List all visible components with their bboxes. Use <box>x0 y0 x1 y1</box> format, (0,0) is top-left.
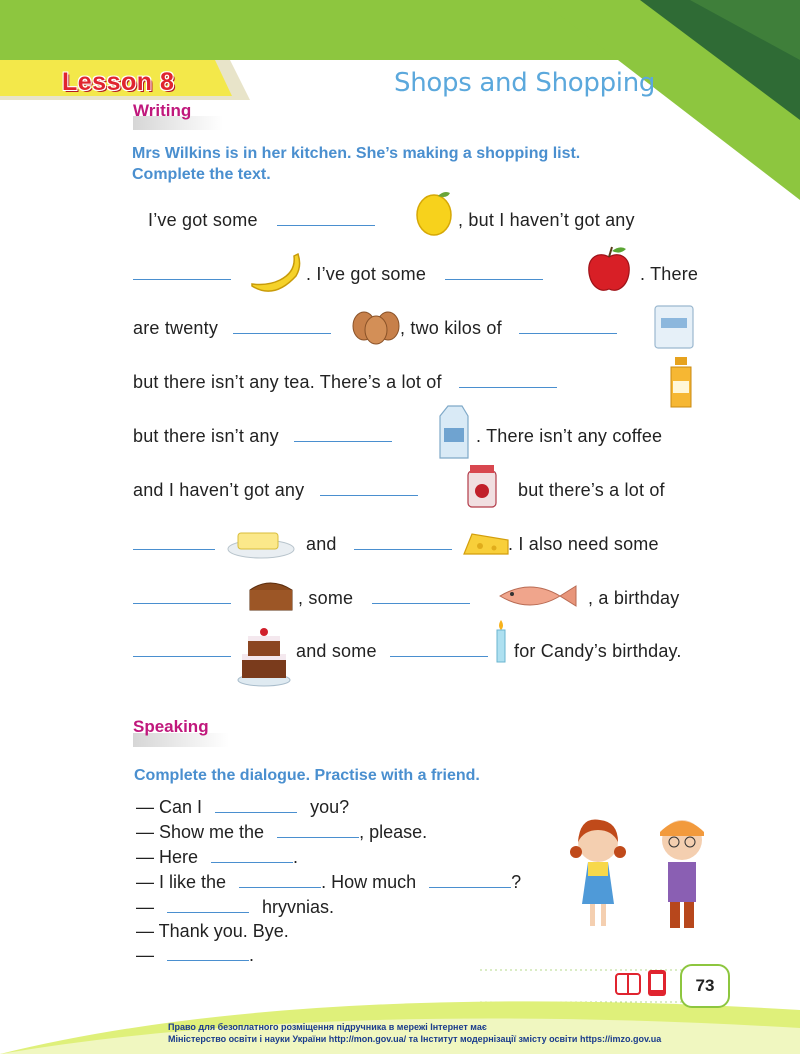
blank-field[interactable] <box>211 861 293 863</box>
dialogue-line-3 <box>136 847 298 868</box>
text-line-5b <box>476 426 662 447</box>
writing-instruction <box>132 143 580 185</box>
text-fragment: and I haven’t got any <box>133 480 305 500</box>
blank-field[interactable] <box>354 548 452 550</box>
dialogue-text: . <box>249 945 255 965</box>
jam-jar-icon <box>464 461 500 511</box>
writing-instruction-line2: Complete the text. <box>132 166 271 183</box>
page-number: 73 <box>680 964 730 1008</box>
blank-field[interactable] <box>294 440 392 442</box>
blank-field[interactable] <box>133 548 215 550</box>
dialogue-text: — <box>136 897 154 917</box>
blank-field[interactable] <box>429 886 511 888</box>
text-line-7c <box>508 534 659 555</box>
blank-field[interactable] <box>390 655 488 657</box>
blank-field[interactable] <box>133 655 231 657</box>
text-fragment: for Candy’s birthday. <box>514 641 682 661</box>
text-line-9 <box>133 641 231 662</box>
text-fragment: , two kilos of <box>400 318 502 338</box>
birthday-cake-icon <box>236 622 292 688</box>
blank-field[interactable] <box>133 602 231 604</box>
dialogue-text: — Can I <box>136 797 203 817</box>
dialogue-text: , please. <box>359 822 428 842</box>
dialogue-text: ? <box>511 872 522 892</box>
dialogue-text: — Show me the <box>136 822 265 842</box>
text-line-5 <box>133 426 392 447</box>
writing-heading: Writing <box>133 101 192 120</box>
dialogue-text: . How much <box>321 872 417 892</box>
text-line-3 <box>133 318 331 339</box>
text-fragment: , some <box>298 588 354 608</box>
blank-field[interactable] <box>233 332 331 334</box>
blank-field[interactable] <box>239 886 321 888</box>
sugar-bag-icon <box>652 302 696 352</box>
footer-line-1: Право для безоплатного розміщення підручника в мережі Інтернет має <box>168 1022 487 1032</box>
footer-line-2: Міністерство освіти і науки України http://mon.gov.ua/ та Інститут модернізації змісту освіти https://imzo.gov.ua <box>168 1034 662 1044</box>
dialogue-text: . <box>293 847 299 867</box>
blank-field[interactable] <box>133 278 231 280</box>
text-line-8c <box>588 588 679 609</box>
cheese-icon <box>462 524 510 560</box>
eggs-icon <box>350 302 402 346</box>
blank-field[interactable] <box>459 386 557 388</box>
blank-field[interactable] <box>519 332 617 334</box>
apple-icon <box>586 243 632 293</box>
text-line-7 <box>133 534 215 555</box>
text-line-3b <box>400 318 617 339</box>
dialogue-text: hryvnias. <box>262 897 335 917</box>
candle-icon <box>494 618 508 664</box>
text-fragment: . There isn’t any coffee <box>476 426 663 446</box>
text-line-6b <box>518 480 665 501</box>
text-fragment: , but I haven’t got any <box>458 210 635 230</box>
blank-field[interactable] <box>320 494 418 496</box>
blank-field[interactable] <box>445 278 543 280</box>
topic-title: Shops and Shopping <box>394 68 656 98</box>
text-line-8b <box>298 588 470 609</box>
writing-instruction-line1: Mrs Wilkins is in her kitchen. She’s making a shopping list. <box>132 145 581 162</box>
girl-figure <box>570 819 626 926</box>
blank-field[interactable] <box>277 224 375 226</box>
text-fragment: . I also need some <box>508 534 659 554</box>
banana-icon <box>248 250 306 298</box>
dialogue-text: — <box>136 945 154 965</box>
text-fragment: I’ve got some <box>148 210 258 230</box>
text-line-1 <box>148 210 375 231</box>
dialogue-line-4 <box>136 872 521 893</box>
boy-figure <box>660 820 704 928</box>
speaking-instruction: Complete the dialogue. Practise with a friend. <box>134 767 480 784</box>
fish-icon <box>494 578 580 614</box>
text-fragment: and some <box>296 641 377 661</box>
text-fragment: . There <box>640 264 699 284</box>
dialogue-text: you? <box>310 797 350 817</box>
text-line-9b <box>296 641 488 662</box>
dialogue-line-6 <box>136 921 289 942</box>
text-line-7b <box>306 534 452 555</box>
dialogue-text: — Here <box>136 847 199 867</box>
dialogue-text: — Thank you. Bye. <box>136 921 289 941</box>
text-fragment: and <box>306 534 337 554</box>
text-fragment: but there isn’t any tea. There’s a lot of <box>133 372 442 392</box>
text-line-2 <box>133 264 231 285</box>
lemon-icon <box>412 188 458 238</box>
text-line-9c <box>514 641 682 662</box>
text-fragment: . I’ve got some <box>306 264 427 284</box>
juice-bottle-icon <box>664 355 698 411</box>
bread-icon <box>246 572 296 616</box>
text-line-8 <box>133 588 231 609</box>
text-fragment: are twenty <box>133 318 219 338</box>
text-line-4 <box>133 372 557 393</box>
dialogue-text: — I like the <box>136 872 227 892</box>
text-fragment: but there isn’t any <box>133 426 279 446</box>
blank-field[interactable] <box>277 836 359 838</box>
speaking-heading: Speaking <box>133 717 209 736</box>
blank-field[interactable] <box>215 811 297 813</box>
milk-carton-icon <box>434 402 474 462</box>
text-line-1b <box>458 210 635 231</box>
blank-field[interactable] <box>167 911 249 913</box>
dialogue-line-5 <box>136 897 334 918</box>
text-line-2c <box>640 264 698 285</box>
dialogue-line-2 <box>136 822 427 843</box>
dialogue-line-1 <box>136 797 349 818</box>
text-fragment: , a birthday <box>588 588 680 608</box>
text-fragment: but there’s a lot of <box>518 480 665 500</box>
children-illustration <box>566 812 726 936</box>
text-line-6 <box>133 480 418 501</box>
blank-field[interactable] <box>372 602 470 604</box>
phone-icon <box>646 968 668 1003</box>
butter-icon <box>226 525 296 561</box>
lesson-title: Lesson 8 <box>62 68 175 96</box>
text-line-2b <box>306 264 543 285</box>
workbook-icon <box>614 970 642 1003</box>
